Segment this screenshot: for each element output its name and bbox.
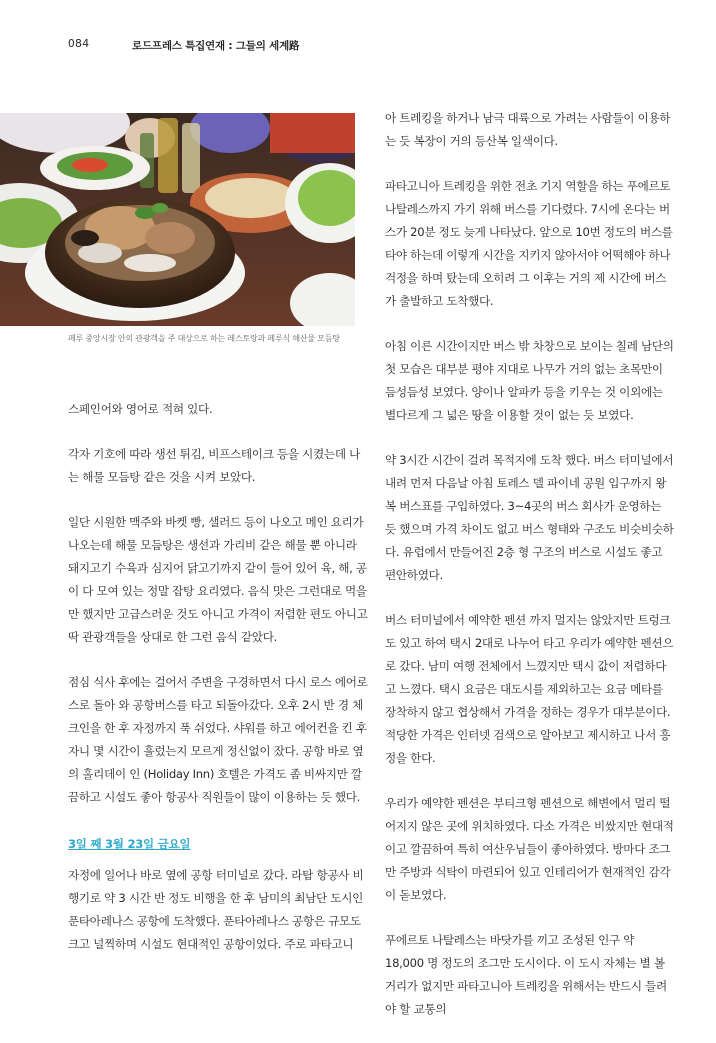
paragraph: 아 트레킹을 하거나 남극 대륙으로 가려는 사람들이 이용하는 듯 복장이 거의 등산복 일색이다.	[385, 111, 671, 148]
paragraph: 스페인어와 영어로 적혀 있다.	[68, 402, 213, 416]
paragraph: 푸에르토 나탈레스는 바닷가를 끼고 조성된 인구 약 18,000 명 정도의 조그만 도시이다. 이 도시 자체는 별 볼거리가 없지만 파타고니아 트레킹을 위해서는 반드시 들려야 할 교통의	[385, 933, 667, 1016]
paragraph: 일단 시원한 맥주와 바켓 빵, 샐러드 등이 나오고 메인 요리가 나오는데 해물 모듬탕은 생선과 가리비 같은 해물 뿐 아니라 돼지고기 수육과 심지어 닭고기까지 같이 들어 있어 육, 해, 공이 다 모여 있는 정말 잡탕 요리였다. 음식 맛은 그런대로 먹을 만 했지만 고급스러운 것도 아니고 가격이 저렴한 편도 아니고 딱 관광객들을 상대로 한 그런 음식 같았다.	[68, 515, 368, 644]
paragraph: 각자 기호에 따라 생선 튀김, 비프스테이크 등을 시켰는데 나는 해물 모듬탕 같은 것을 시켜 보았다.	[68, 447, 361, 484]
running-header	[68, 38, 300, 52]
seafood-stew-photo	[0, 113, 355, 326]
paragraph: 아침 이른 시간이지만 버스 밖 차창으로 보이는 칠레 남단의 첫 모습은 대부분 평야 지대로 나무가 거의 없는 초목만이 듬성듬성 보였다. 양이나 알파카 등을 키우는 것 이외에는 별다르게 그 넓은 땅을 이용할 것이 없는 듯 보였다.	[385, 339, 674, 422]
paragraph: 우리가 예약한 펜션은 부티크형 펜션으로 해변에서 멀리 떨어지지 않은 곳에 위치하였다. 다소 가격은 비쌌지만 현대적이고 깔끔하여 특히 여산우님들이 좋아하였다. 방마다 조그만 주방과 식탁이 마련되어 있고 인테리어가 현재적인 감각이 돋보였다.	[385, 796, 674, 902]
section-heading: 3일 째 3월 23일 금요일	[68, 837, 191, 851]
photo-caption: 페루 중앙시장 안의 관광객을 주 대상으로 하는 레스토랑과 페루식 해산물 모듬탕	[68, 334, 340, 343]
page-number: 084	[68, 38, 90, 50]
left-column	[68, 398, 368, 978]
paragraph: 점심 식사 후에는 걸어서 주변을 구경하면서 다시 로스 에어로스로 돌아 와 공항버스를 타고 되돌아갔다. 오후 2시 반 경 체크인을 한 후 자정까지 푹 쉬었다. 샤워를 하고 에어컨을 킨 후 자니 몇 시간이 흘렀는지 모르게 정신없이 잤다. 공항 바로 옆의 홀리데이 인 (Holiday Inn) 호텔은 가격도 좀 비싸지만 깔끔하고 시설도 좋아 항공사 직원들이 많이 이용하는 듯 했다.	[68, 675, 368, 804]
paragraph: 약 3시간 시간이 걸려 목적지에 도착 했다. 버스 터미널에서 내려 먼저 다음날 아침 토레스 델 파이네 공원 입구까지 왕복 버스표를 구입하였다. 3~4곳의 버스 회사가 운영하는 듯 했으며 가격 차이도 없고 버스 형태와 구조도 비슷비슷하다. 유럽에서 만들어진 2층 형 구조의 버스로 시설도 좋고 편안하였다.	[385, 453, 674, 582]
right-column	[385, 107, 675, 1043]
paragraph: 버스 터미널에서 예약한 펜션 까지 멀지는 않았지만 트렁크도 있고 하여 택시 2대로 나누어 타고 우리가 예약한 펜션으로 갔다. 남미 여행 전체에서 느꼈지만 택시 값이 저렴하다고 느꼈다. 택시 요금은 대도시를 제외하고는 요금 메타를 장착하지 않고 협상해서 가격을 정하는 경우가 대부분이다. 적당한 가격은 인터넷 검색으로 알아보고 제시하고 나서 흥정을 한다.	[385, 613, 674, 765]
running-title: 로드프레스 특집연재 : 그들의 세계路	[132, 40, 300, 52]
paragraph: 자정에 일어나 바로 옆에 공항 터미널로 갔다. 라탐 항공사 비행기로 약 3 시간 반 정도 비행을 한 후 남미의 최남단 도시인 푼타아레나스 공항에 도착했다. 푼타아레나스 공항은 규모도 크고 널찍하며 시설도 현대적인 공항이었다. 주로 파타고니	[68, 868, 364, 951]
paragraph: 파타고니아 트레킹을 위한 전초 기지 역할을 하는 푸에르토 나탈레스까지 가기 위해 버스를 기다렸다. 7시에 온다는 버스가 20분 정도 늦게 나타났다. 앞으로 10번 정도의 버스를 타야 하는데 이렇게 시간을 지키지 않아서야 어떡해야 하나 걱정을 하며 탔는데 오히려 그 이후는 거의 제 시간에 버스가 출발하고 도착했다.	[385, 179, 673, 308]
restaurant-table-image	[0, 113, 355, 326]
